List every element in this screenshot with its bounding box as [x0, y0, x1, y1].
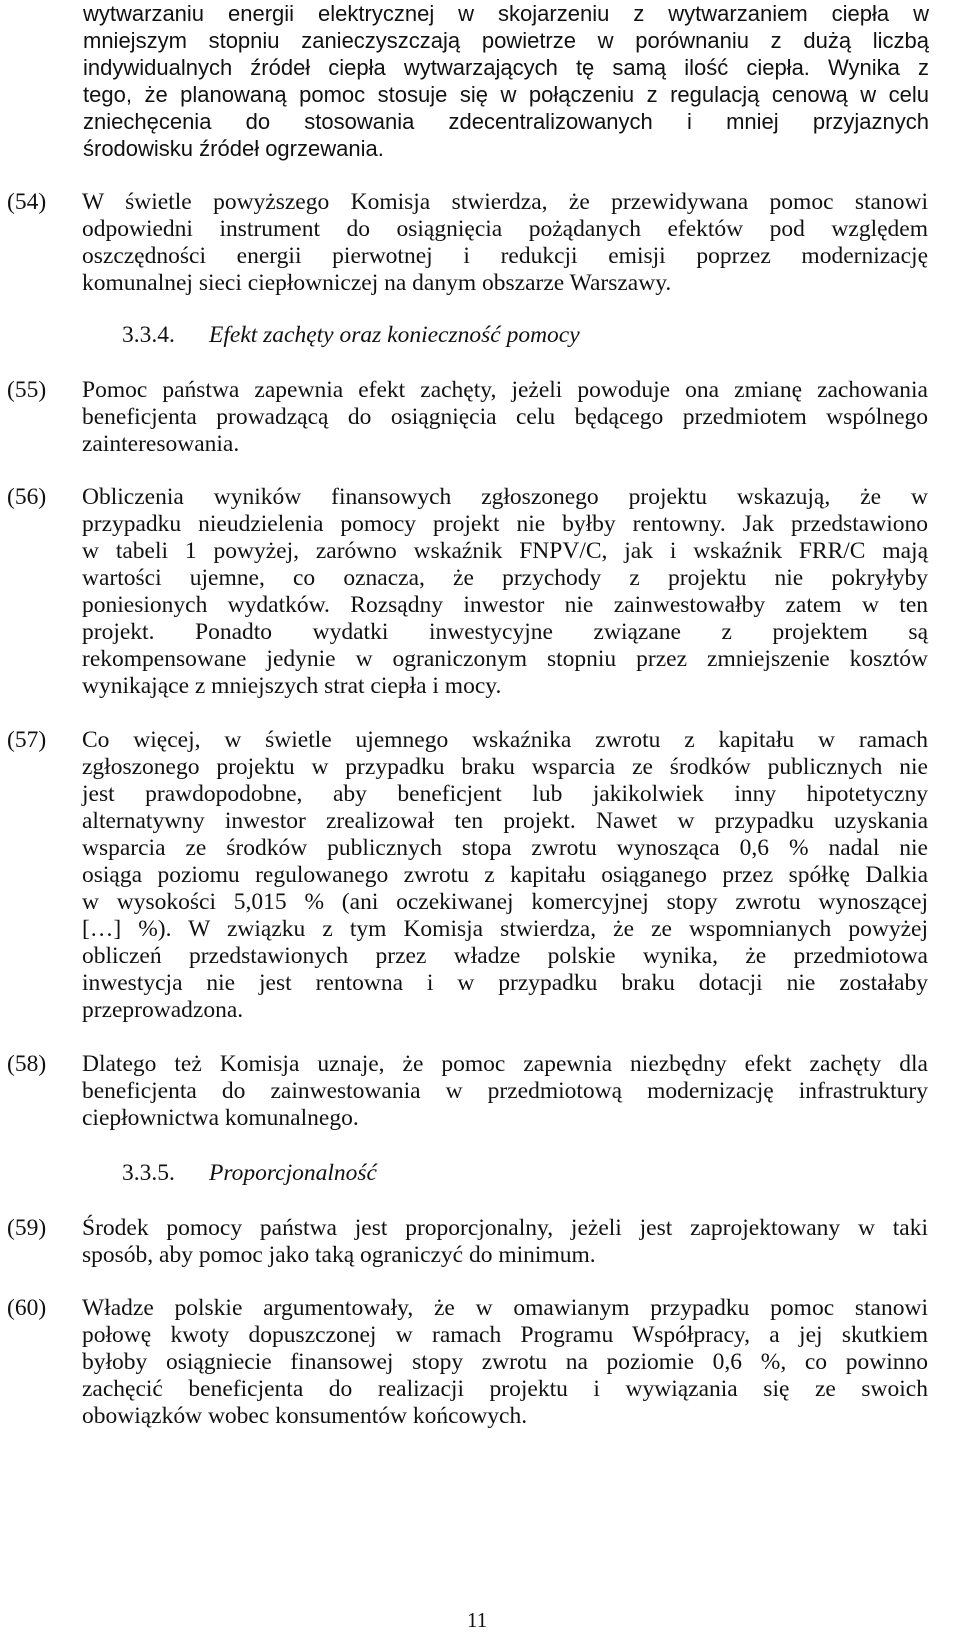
text-line: poniesionych wydatków. Rozsądny inwestor nie zainwestowałby zatem w ten — [82, 592, 928, 618]
text-line: osiąga poziomu regulowanego zwrotu z kapitału osiąganego przez spółkę Dalkia — [82, 862, 928, 888]
section-title: Efekt zachęty oraz konieczność pomocy — [209, 322, 580, 348]
text-line: beneficjenta do zainwestowania w przedmiotową modernizację infrastruktury — [82, 1078, 928, 1104]
text-line: w wysokości 5,015 % (ani oczekiwanej komercyjnej stopy zwrotu wynoszącej — [82, 889, 928, 915]
text-line: środowisku źródeł ogrzewania. — [83, 136, 384, 161]
text-line: […] %). W związku z tym Komisja stwierdza, że ze wspomnianych powyżej — [82, 916, 928, 942]
text-line: ciepłownictwa komunalnego. — [82, 1105, 359, 1131]
text-line: beneficjenta prowadzącą do osiągnięcia celu będącego przedmiotem wspólnego — [82, 404, 928, 430]
paragraph-number: (55) — [7, 377, 47, 403]
text-line: zainteresowania. — [82, 431, 240, 457]
text-line: przypadku nieudzielenia pomocy projekt nie byłby rentowny. Jak przedstawiono — [82, 511, 928, 537]
text-line: połowę kwoty dopuszczonej w ramach Programu Współpracy, a jej skutkiem — [82, 1322, 928, 1348]
text-line: mniejszym stopniu zanieczyszczają powietrze w porównaniu z dużą liczbą — [83, 28, 929, 53]
paragraph-number: (58) — [7, 1051, 47, 1077]
paragraph-number: (54) — [7, 189, 47, 215]
section-title: Proporcjonalność — [209, 1160, 377, 1186]
text-line: Co więcej, w świetle ujemnego wskaźnika zwrotu z kapitału w ramach — [82, 727, 928, 753]
text-line: wytwarzaniu energii elektrycznej w skojarzeniu z wytwarzaniem ciepła w — [83, 1, 929, 26]
text-line: projekt. Ponadto wydatki inwestycyjne związane z projektem są — [82, 619, 928, 645]
text-line: Pomoc państwa zapewnia efekt zachęty, jeżeli powoduje ona zmianę zachowania — [82, 377, 928, 403]
text-line: wynikające z mniejszych strat ciepła i mocy. — [82, 673, 502, 699]
text-line: odpowiedni instrument do osiągnięcia pożądanych efektów pod względem — [82, 216, 928, 242]
text-line: jest prawdopodobne, aby beneficjent lub jakikolwiek inny hipotetyczny — [82, 781, 928, 807]
paragraph-number: (60) — [7, 1295, 47, 1321]
text-line: przeprowadzona. — [82, 997, 244, 1023]
text-line: rekompensowane jedynie w ograniczonym stopniu przez zmniejszenie kosztów — [82, 646, 928, 672]
text-line: tego, że planowaną pomoc stosuje się w połączeniu z regulacją cenową w celu — [83, 82, 929, 107]
text-line: sposób, aby pomoc jako taką ograniczyć do minimum. — [82, 1242, 596, 1268]
text-line: Władze polskie argumentowały, że w omawianym przypadku pomoc stanowi — [82, 1295, 928, 1321]
text-line: zachęcić beneficjenta do realizacji projektu i wywiązania się ze swoich — [82, 1376, 928, 1402]
text-line: Dlatego też Komisja uznaje, że pomoc zapewnia niezbędny efekt zachęty dla — [82, 1051, 928, 1077]
text-line: oszczędności energii pierwotnej i redukcji emisji poprzez modernizację — [82, 243, 928, 269]
text-line: Obliczenia wyników finansowych zgłoszonego projektu wskazują, że w — [82, 484, 928, 510]
text-line: obowiązków wobec konsumentów końcowych. — [82, 1403, 528, 1429]
section-number: 3.3.5. — [122, 1160, 175, 1186]
text-line: byłoby osiągniecie finansowej stopy zwrotu na poziomie 0,6 %, co powinno — [82, 1349, 928, 1375]
paragraph-number: (59) — [7, 1215, 47, 1241]
text-line: w tabeli 1 powyżej, zarówno wskaźnik FNPV/C, jak i wskaźnik FRR/C mają — [82, 538, 928, 564]
paragraph-number: (56) — [7, 484, 47, 510]
text-line: alternatywny inwestor zrealizował ten projekt. Nawet w przypadku uzyskania — [82, 808, 928, 834]
text-line: zniechęcenia do stosowania zdecentralizowanych i mniej przyjaznych — [83, 109, 929, 134]
section-heading — [122, 322, 580, 349]
text-line: wsparcia ze środków publicznych stopa zwrotu wynosząca 0,6 % nadal nie — [82, 835, 928, 861]
text-line: W świetle powyższego Komisja stwierdza, że przewidywana pomoc stanowi — [82, 189, 928, 215]
page-number: 11 — [467, 1608, 488, 1632]
section-number: 3.3.4. — [122, 322, 175, 348]
text-line: indywidualnych źródeł ciepła wytwarzających tę samą ilość ciepła. Wynika z — [83, 55, 929, 80]
text-line: obliczeń przedstawionych przez władze polskie wynika, że przedmiotowa — [82, 943, 928, 969]
text-line: zgłoszonego projektu w przypadku braku wsparcia ze środków publicznych nie — [82, 754, 928, 780]
text-line: komunalnej sieci ciepłowniczej na danym obszarze Warszawy. — [82, 270, 672, 296]
section-heading — [122, 1160, 377, 1187]
text-line: wartości ujemne, co oznacza, że przychody z projektu nie pokryłyby — [82, 565, 928, 591]
text-line: Środek pomocy państwa jest proporcjonalny, jeżeli jest zaprojektowany w taki — [82, 1215, 928, 1241]
text-line: inwestycja nie jest rentowna i w przypadku braku dotacji nie zostałaby — [82, 970, 928, 996]
paragraph-number: (57) — [7, 727, 47, 753]
